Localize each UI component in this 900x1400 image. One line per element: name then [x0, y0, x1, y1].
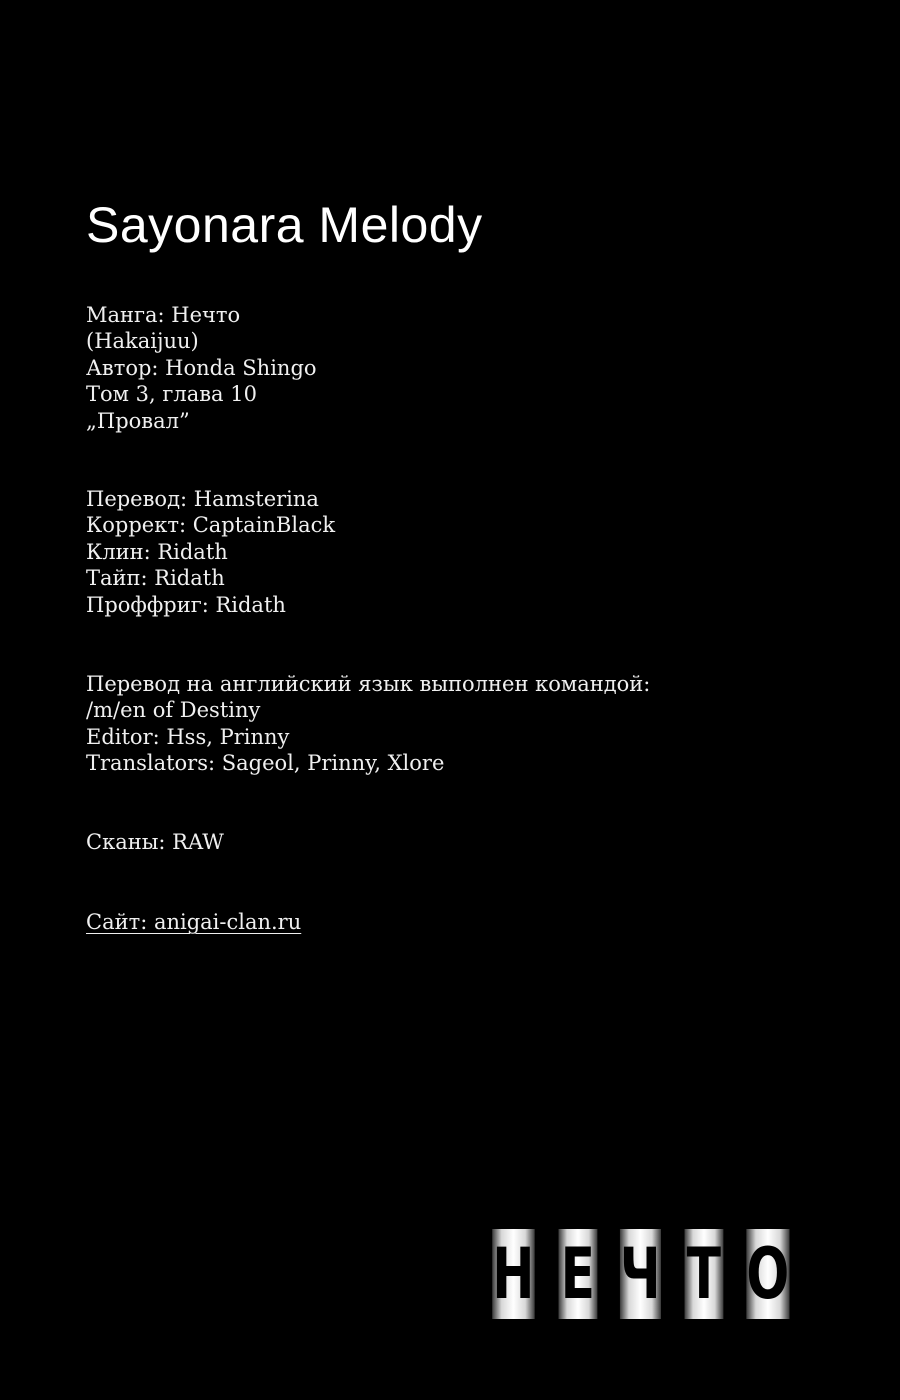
english-translators: Translators: Sageol, Prinny, Xlore [86, 751, 445, 776]
chapter-title-line: „Провал” [86, 408, 190, 433]
team-credits [86, 486, 335, 618]
logo-letter: Ч [620, 1229, 661, 1319]
logo-letter: Т [684, 1229, 723, 1319]
nechto-logo [484, 1229, 798, 1319]
clean-credit: Клин: Ridath [86, 539, 228, 564]
english-editors: Editor: Hss, Prinny [86, 724, 290, 749]
scans-credit: Сканы: RAW [86, 830, 224, 854]
typeset-credit: Тайп: Ridath [86, 566, 225, 591]
site-line [86, 909, 301, 935]
english-team-intro: Перевод на английский язык выполнен командой: [86, 672, 651, 696]
proofread-credit: Коррект: CaptainBlack [86, 513, 336, 538]
proofread-final-credit: Проффриг: Ridath [86, 592, 286, 617]
english-credits [86, 671, 650, 777]
logo-letter: Н [492, 1229, 534, 1319]
scans-credit-block [86, 829, 224, 855]
site-block [86, 909, 301, 935]
manga-original-title-line: (Hakaijuu) [86, 329, 199, 354]
manga-info [86, 302, 317, 434]
site-link[interactable]: Сайт: anigai-clan.ru [86, 910, 302, 934]
page-title: Sayonara Melody [86, 197, 483, 253]
english-team-name: /m/en of Destiny [86, 698, 261, 723]
logo-letter: О [747, 1229, 790, 1319]
volume-chapter-line: Том 3, глава 10 [86, 382, 257, 407]
author-line: Автор: Honda Shingo [86, 355, 317, 380]
manga-name-line: Манга: Нечто [86, 303, 241, 327]
logo-letter: Е [558, 1229, 597, 1319]
translation-credit: Перевод: Hamsterina [86, 487, 319, 511]
